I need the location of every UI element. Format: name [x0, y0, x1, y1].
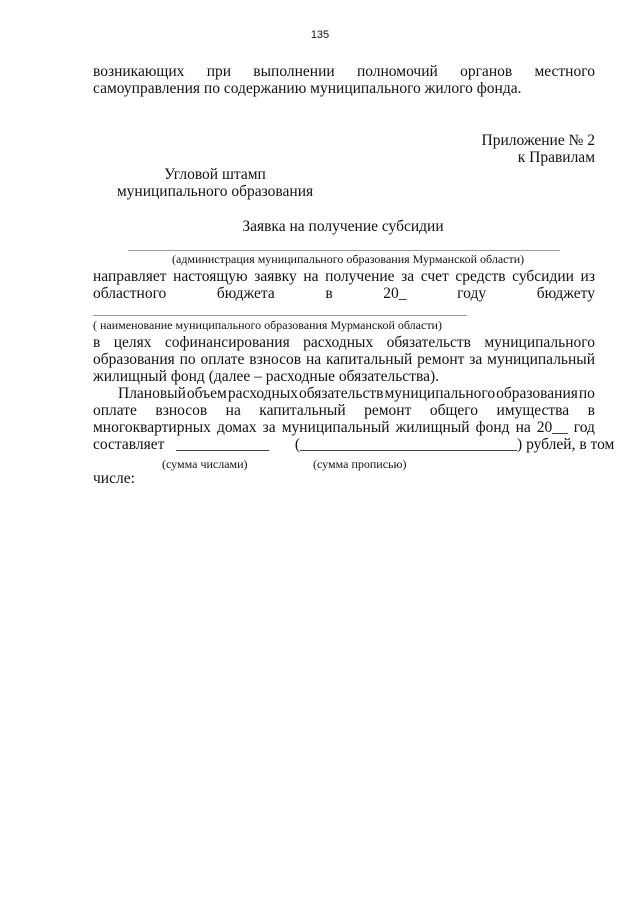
word: муниципальный	[281, 419, 390, 436]
para2-line-3: жилищный фонд (далее – расходные обязательства).	[93, 368, 439, 385]
word: году	[457, 285, 487, 302]
amount-digits-caption: (сумма числами)	[162, 457, 248, 471]
word: средств	[455, 268, 506, 285]
stamp-line-2: муниципального образования	[116, 183, 314, 200]
word: образования	[93, 351, 175, 368]
amount-words-caption: (сумма прописью)	[313, 457, 407, 471]
word: 20__	[536, 419, 568, 436]
word: по	[578, 385, 595, 402]
word: 20_	[383, 285, 407, 302]
intro-line-1	[93, 63, 595, 80]
word: объем	[186, 385, 227, 402]
word: год	[573, 419, 595, 436]
para3-line-3	[93, 419, 595, 436]
word: счет	[420, 268, 449, 285]
page-number: 135	[310, 29, 330, 41]
admin-caption: (администрация муниципального образования Мурманской области)	[172, 252, 525, 266]
word: Плановый	[118, 385, 186, 402]
amount-tail: рублей, в том	[526, 436, 615, 453]
amount-label: составляет	[93, 436, 165, 453]
word: жилищный	[395, 419, 470, 436]
para3-line-2	[93, 402, 595, 419]
word: субсидии	[512, 268, 574, 285]
word: расходных	[303, 334, 374, 351]
word: ремонт	[364, 402, 412, 419]
amount-digits-blank: ____________	[176, 436, 270, 453]
word: на	[303, 268, 319, 285]
word: заявку	[254, 268, 297, 285]
word: обязательств	[299, 385, 384, 402]
word: расходных	[227, 385, 299, 402]
word: целях	[113, 334, 152, 351]
word: бюджета	[216, 285, 275, 302]
word: фонд	[475, 419, 510, 436]
word: многоквартирных	[93, 419, 211, 436]
municipality-caption: ( наименование муниципального образования Мурманской области)	[93, 318, 442, 332]
word: полномочий	[356, 63, 438, 80]
word: бюджету	[536, 285, 595, 302]
word: муниципальный	[487, 351, 595, 368]
word: капитальный	[259, 402, 346, 419]
word: органов	[460, 63, 513, 80]
word: общего	[429, 402, 479, 419]
word: муниципального	[484, 334, 595, 351]
word: имущества	[496, 402, 570, 419]
para2-line-1	[93, 334, 595, 351]
para1-line-2	[93, 285, 595, 302]
word: по	[179, 351, 196, 368]
word: ремонт	[417, 351, 465, 368]
word: областного	[93, 285, 167, 302]
stamp-line-1: Угловой штамп	[164, 166, 266, 183]
word: образования	[496, 385, 578, 402]
appendix-rules: к Правилам	[517, 149, 595, 166]
para3-line-1	[118, 385, 595, 402]
word: оплате	[200, 351, 245, 368]
word: домах	[216, 419, 257, 436]
word: взносов	[155, 402, 208, 419]
word: в	[587, 402, 595, 419]
word: за	[469, 351, 483, 368]
word: в	[93, 334, 101, 351]
para3-line-5: числе:	[93, 470, 135, 487]
word: из	[580, 268, 595, 285]
word: на	[225, 402, 241, 419]
word: за	[262, 419, 276, 436]
word: софинансирования	[164, 334, 290, 351]
word: настоящую	[173, 268, 248, 285]
word: обязательств	[386, 334, 471, 351]
word: в	[325, 285, 333, 302]
amount-words-blank: (____________________________)	[294, 436, 523, 453]
para2-line-2	[93, 351, 595, 368]
word: местного	[534, 63, 595, 80]
word: муниципального	[384, 385, 496, 402]
para3-line-4	[93, 436, 614, 453]
word: направляет	[93, 268, 167, 285]
appendix-number: Приложение № 2	[481, 132, 595, 149]
admin-blank-line	[128, 250, 560, 251]
word: взносов	[249, 351, 302, 368]
form-title: Заявка на получение субсидии	[242, 218, 444, 235]
word: получение	[325, 268, 395, 285]
word: выполнении	[253, 63, 335, 80]
word: на	[515, 419, 531, 436]
word: за	[401, 268, 415, 285]
word: при	[206, 63, 232, 80]
intro-line-2: самоуправления по содержанию муниципального жилого фонда.	[93, 80, 522, 97]
word: оплате	[93, 402, 137, 419]
para1-line-1	[93, 268, 595, 285]
word: капитальный	[325, 351, 413, 368]
word: на	[305, 351, 322, 368]
municipality-blank-line	[93, 315, 467, 316]
word: возникающих	[93, 63, 185, 80]
